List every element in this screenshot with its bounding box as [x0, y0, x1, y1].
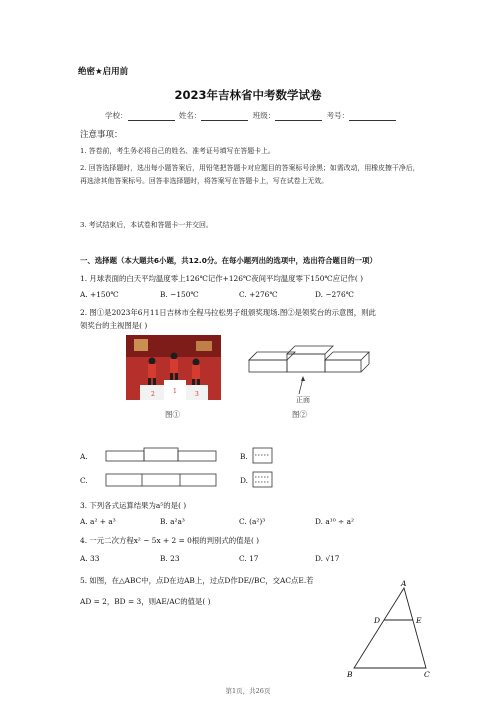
exam-no-blank[interactable]	[349, 112, 396, 121]
vertex-d-label: D	[374, 616, 381, 625]
q3-option-b: B. a²a³	[160, 517, 185, 526]
fig1-caption: 图①	[165, 410, 180, 419]
student-info-line	[105, 110, 398, 121]
class-label: 班级：	[252, 111, 276, 120]
vertex-b-label: B	[347, 670, 353, 679]
svg-text:2: 2	[151, 391, 155, 398]
notice-item-1: 1. 答卷前，考生务必将自己的姓名、准考证号填写在答题卡上。	[80, 147, 275, 155]
q2-stem-line1: 2. 图①是2023年6月11日吉林市全程马拉松男子组颁奖现场.图②是领奖台的示意图，则此	[80, 308, 376, 317]
q2-option-d-view	[252, 470, 274, 490]
class-blank[interactable]	[275, 112, 322, 121]
q5-stem-line1: 5. 如图，在△ABC中，点D在边AB上，过点D作DE//BC，交AC点E.若	[80, 576, 314, 585]
name-label: 姓名：	[178, 111, 202, 120]
vertex-c-label: C	[424, 670, 430, 679]
notice-heading: 注意事项：	[80, 130, 123, 140]
podium-diagram	[243, 338, 375, 410]
q1-option-b: B. −150℃	[160, 290, 199, 299]
q4-option-c: C. 17	[239, 554, 259, 563]
q3-option-a: A. a² + a³	[80, 517, 116, 526]
triangle-diagram	[338, 576, 438, 680]
front-label: 正面	[296, 396, 310, 404]
q1-option-a: A. +150℃	[80, 290, 119, 299]
q2-option-c: C.	[80, 476, 88, 485]
name-blank[interactable]	[201, 112, 248, 121]
page-title: 2023年吉林省中考数学试卷	[174, 88, 322, 102]
q1-option-d: D. −276℃	[315, 290, 354, 299]
school-blank[interactable]	[128, 112, 175, 121]
q4-option-d: D. √17	[315, 554, 340, 563]
q2-option-d: D.	[240, 476, 249, 485]
school-label: 学校：	[105, 111, 128, 120]
vertex-a-label: A	[401, 579, 407, 588]
q4-option-b: B. 23	[160, 554, 180, 563]
secret-label: 绝密★启用前	[78, 67, 129, 77]
q5-stem-line2: AD = 2，BD = 3，则AE/AC的值是( )	[80, 597, 211, 606]
svg-text:3: 3	[195, 391, 199, 398]
svg-text:1: 1	[173, 388, 177, 395]
award-photo	[126, 335, 221, 400]
q1-option-c: C. +276℃	[239, 290, 278, 299]
q2-option-b-view	[252, 446, 274, 466]
q1-stem: 1. 月球表面的白天平均温度零上126℃记作+126℃夜间平均温度零下150℃应记作( )	[80, 274, 363, 283]
q4-stem: 4. 一元二次方程x² − 5x + 2 = 0根的判别式的值是( )	[80, 536, 260, 545]
vertex-e-label: E	[416, 616, 422, 625]
q2-option-a: A.	[80, 452, 88, 461]
q3-stem: 3. 下列各式运算结果为a⁵的是( )	[80, 501, 187, 510]
q2-stem-line2: 领奖台的主视图是( )	[80, 321, 148, 330]
q4-option-a: A. 33	[80, 554, 100, 563]
q2-option-b: B.	[240, 452, 248, 461]
page-footer: 第1页，共26页	[225, 687, 271, 695]
q3-option-d: D. a¹⁰ ÷ a²	[315, 517, 354, 526]
q3-option-c: C. (a²)³	[239, 517, 266, 526]
notice-item-3: 3. 考试结束后，本试卷和答题卡一并交回。	[80, 221, 213, 229]
notice-item-2: 2. 回答选择题时，选出每小题答案后，用铅笔把答题卡对应题目的答案标号涂黑；如需改动，用橡皮擦干净后，再选涂其他答案标号。回答非选择题时，将答案写在答题卡上，写在试卷上无效。	[80, 164, 420, 185]
section-heading: 一、选择题（本大题共6小题，共12.0分。在每小题列出的选项中，选出符合题目的一项）	[80, 256, 377, 265]
q2-option-a-view	[94, 447, 220, 467]
exam-no-label: 考号：	[326, 111, 350, 120]
q2-option-c-view	[94, 471, 220, 489]
fig2-caption: 图②	[292, 410, 307, 419]
